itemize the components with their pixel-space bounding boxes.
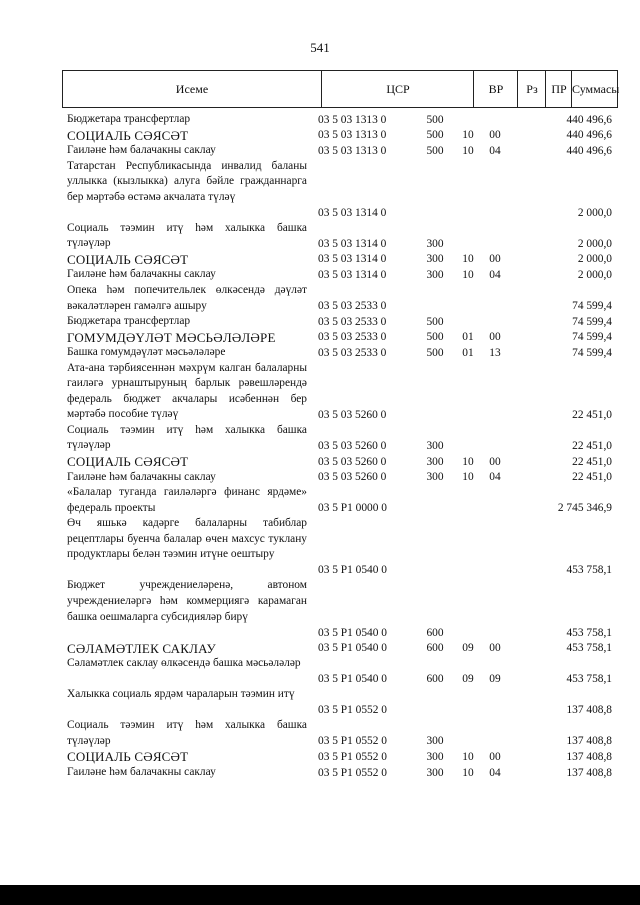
row-csr: 03 5 P1 0540 0 [318,564,387,577]
column-header-name: Исеме [175,82,209,96]
row-name: «Балалар туганда гаиләләргә финанс ярдәме» федераль проекты [67,486,307,514]
table-row [0,345,640,361]
row-vr: 300 [426,237,444,250]
row-pr: 04 [489,144,501,157]
row-sum: 137 408,8 [566,735,612,748]
row-name: Халыкка социаль ярдәм чараларын тәэмин итү [67,688,295,701]
column-header-pr: ПР [545,71,572,107]
row-csr: 03 5 03 2533 0 [318,300,387,313]
row-rz: 10 [462,766,474,779]
row-vr: 600 [426,626,444,639]
row-sum: 440 496,6 [566,113,612,126]
row-sum: 2 000,0 [577,206,612,219]
row-vr: 600 [426,673,444,686]
table-row [0,128,640,144]
row-name: Гаиләне һәм балачакны саклау [67,268,216,281]
row-name: Социаль тәэмин итү һәм халыкка башка түләүләр [67,423,307,452]
row-csr: 03 5 03 1314 0 [318,269,387,282]
row-vr: 300 [426,766,444,779]
table-row [0,749,640,765]
row-sum: 453 758,1 [566,564,612,577]
row-pr: 13 [489,346,501,359]
row-name: Гаиләне һәм балачакны саклау [67,144,216,157]
row-sum: 440 496,6 [566,129,612,142]
table-row [0,687,640,718]
row-pr: 00 [489,750,501,763]
row-csr: 03 5 03 2533 0 [318,315,387,328]
row-name: ГОМУМДӘҮЛӘТ МӘСЬӘЛӘЛӘРЕ [67,329,276,345]
table-row [0,283,640,314]
row-rz: 10 [462,750,474,763]
row-sum: 137 408,8 [566,750,612,763]
row-csr: 03 5 03 2533 0 [318,346,387,359]
row-name: Бюджет учреждениеләренә, автоном учреждениеләргә һәм коммерциягә карамаган башка оешмаларга субсидияләр бирү [67,579,307,623]
row-sum: 74 599,4 [572,331,612,344]
row-vr: 500 [426,346,444,359]
table-row [0,718,640,749]
row-pr: 09 [489,673,501,686]
row-vr: 500 [426,331,444,344]
row-csr: 03 5 03 5260 0 [318,408,387,421]
column-header-vr: ВР [473,71,518,107]
row-name: СОЦИАЛЬ СӘЯСӘТ [67,749,189,765]
row-vr: 300 [426,471,444,484]
row-csr: 03 5 P1 0552 0 [318,766,387,779]
row-pr: 00 [489,253,501,266]
table-row [0,516,640,578]
row-sum: 453 758,1 [566,673,612,686]
row-rz: 10 [462,455,474,468]
row-pr: 00 [489,455,501,468]
row-name: Социаль тәэмин итү һәм халыкка башка түләүләр [67,221,307,250]
row-name: СОЦИАЛЬ СӘЯСӘТ [67,454,189,470]
table-row [0,765,640,781]
row-csr: 03 5 03 1314 0 [318,206,387,219]
row-csr: 03 5 03 5260 0 [318,440,387,453]
row-sum: 74 599,4 [572,346,612,359]
table-row [0,485,640,516]
table-row [0,470,640,486]
row-rz: 10 [462,144,474,157]
row-csr: 03 5 03 5260 0 [318,471,387,484]
row-sum: 74 599,4 [572,315,612,328]
table-row [0,143,640,159]
row-rz: 09 [462,673,474,686]
row-sum: 440 496,6 [566,144,612,157]
row-vr: 300 [426,440,444,453]
row-name: Ата-ана тәрбиясеннән мәхрүм калган балаларны гаиләгә урнаштыруның барлык рәвешләрендә федераль бюджет акчалары исәбеннән бер мәртәбә пособие түләү [67,361,307,421]
row-vr: 300 [426,455,444,468]
row-csr: 03 5 03 1313 0 [318,144,387,157]
row-pr: 00 [489,129,501,142]
row-name: Опека һәм попечительлек өлкәсендә дәүләт вәкаләтләрен гамәлгә ашыру [67,284,307,312]
row-pr: 00 [489,331,501,344]
row-sum: 2 000,0 [577,237,612,250]
table-row [0,330,640,346]
row-sum: 137 408,8 [566,704,612,717]
row-vr: 300 [426,269,444,282]
page-number: 541 [310,40,330,55]
row-csr: 03 5 03 2533 0 [318,331,387,344]
row-vr: 500 [426,315,444,328]
table-row [0,221,640,252]
column-header-sum: Суммасы [571,71,618,107]
table-row [0,578,640,640]
row-pr: 04 [489,766,501,779]
row-rz: 10 [462,129,474,142]
row-vr: 300 [426,735,444,748]
row-name: Татарстан Республикасында инвалид баланы уллыкка (кызлыкка) алуга бәйле гражданнарга бер мәртәбә өстәмә акчалата түләү [67,159,307,203]
row-sum: 74 599,4 [572,300,612,313]
row-sum: 22 451,0 [572,471,612,484]
row-rz: 10 [462,253,474,266]
table-row [0,159,640,221]
row-name: Сәламәтлек саклау өлкәсендә башка мәсьәләләр [67,657,301,670]
table-row [0,361,640,423]
row-pr: 04 [489,471,501,484]
row-csr: 03 5 P1 0540 0 [318,642,387,655]
row-name: Гаиләне һәм балачакны саклау [67,765,216,778]
table-body [0,112,640,781]
row-name: Гаиләне һәм балачакны саклау [67,470,216,483]
row-rz: 01 [462,331,474,344]
row-rz: 01 [462,346,474,359]
row-name: Башка гомумдәүләт мәсьәләләре [67,346,226,359]
row-sum: 2 000,0 [577,269,612,282]
table-row [0,252,640,268]
row-sum: 2 000,0 [577,253,612,266]
row-name: СОЦИАЛЬ СӘЯСӘТ [67,251,189,267]
table-row [0,454,640,470]
row-pr: 04 [489,269,501,282]
table-row [0,423,640,454]
row-csr: 03 5 03 1314 0 [318,253,387,266]
row-sum: 22 451,0 [572,408,612,421]
table-row [0,656,640,687]
row-name: Бюджетара трансфертлар [67,113,191,125]
row-sum: 453 758,1 [566,642,612,655]
row-sum: 137 408,8 [566,766,612,779]
row-sum: 22 451,0 [572,440,612,453]
table-row [0,314,640,330]
row-csr: 03 5 P1 0552 0 [318,704,387,717]
row-vr: 300 [426,253,444,266]
row-csr: 03 5 P1 0552 0 [318,750,387,763]
table-row [0,641,640,657]
row-rz: 09 [462,642,474,655]
column-header-csr: ЦСР [321,71,474,107]
row-csr: 03 5 03 1314 0 [318,237,387,250]
row-csr: 03 5 P1 0000 0 [318,502,387,515]
column-header-rz: Рз [517,71,546,107]
row-vr: 600 [426,642,444,655]
row-vr: 500 [426,113,444,126]
row-vr: 500 [426,144,444,157]
scan-border [0,885,640,905]
row-csr: 03 5 03 1313 0 [318,113,387,126]
row-name: Социаль тәэмин итү һәм халыкка башка түләүләр [67,719,307,747]
row-csr: 03 5 P1 0540 0 [318,626,387,639]
table-header [62,70,618,108]
row-pr: 00 [489,642,501,655]
table-row [0,112,640,128]
row-sum: 453 758,1 [566,626,612,639]
row-rz: 10 [462,269,474,282]
row-vr: 300 [426,750,444,763]
row-sum: 22 451,0 [572,455,612,468]
table-row [0,267,640,283]
row-name: Өч яшькә кадәрге балаларны табиблар рецептлары буенча балалар өчен махсус туклану продуктлары белән тәэмин итүне оештыру [67,517,307,561]
row-csr: 03 5 P1 0552 0 [318,735,387,748]
row-name: Бюджетара трансфертлар [67,315,191,328]
row-csr: 03 5 P1 0540 0 [318,673,387,686]
row-name: СӘЛАМӘТЛЕК САКЛАУ [67,640,216,656]
row-rz: 10 [462,471,474,484]
row-sum: 2 745 346,9 [557,502,612,515]
row-csr: 03 5 03 5260 0 [318,455,387,468]
row-vr: 500 [426,129,444,142]
row-csr: 03 5 03 1313 0 [318,129,387,142]
row-name: СОЦИАЛЬ СӘЯСӘТ [67,127,189,143]
